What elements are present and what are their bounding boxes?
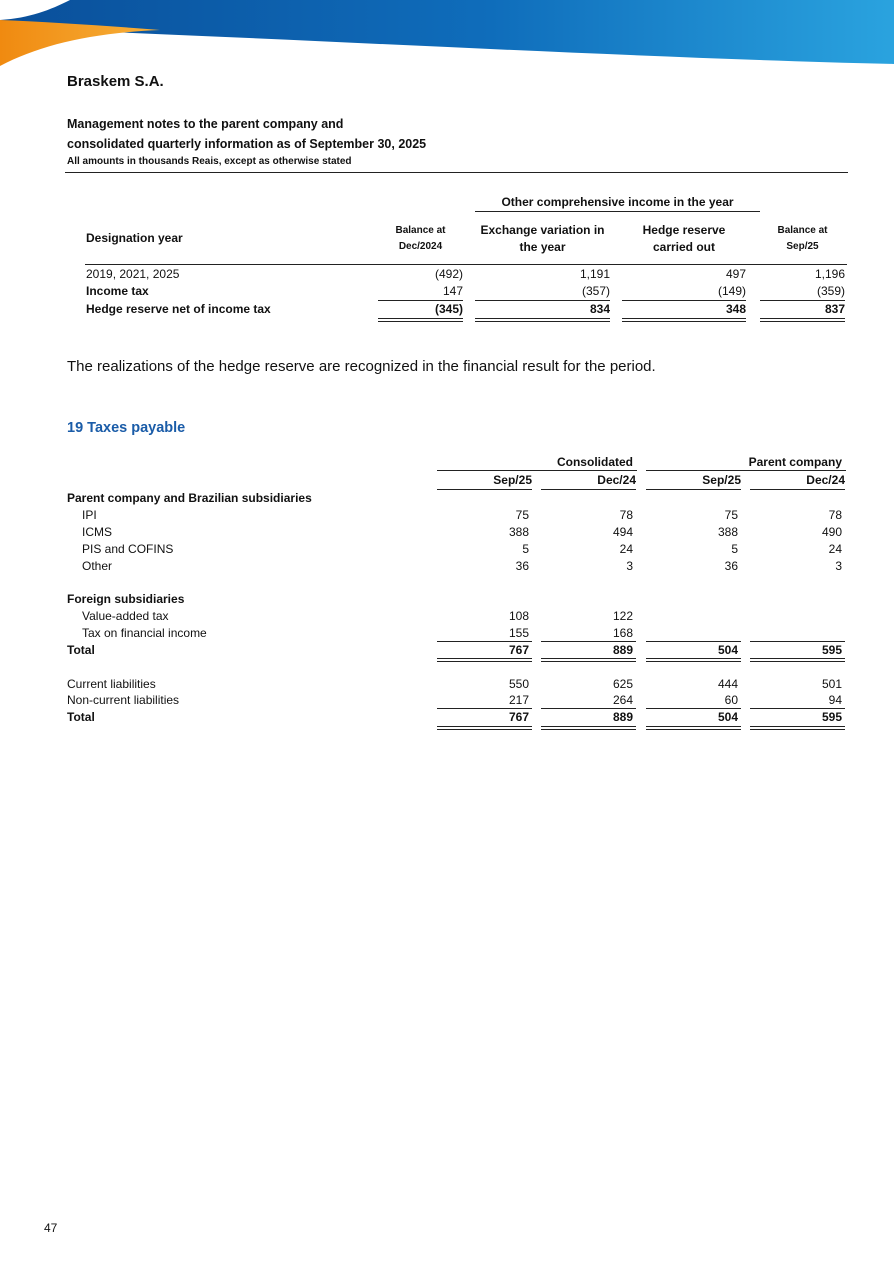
subtotal-rule xyxy=(750,708,845,709)
group-rule xyxy=(646,470,846,471)
tax-cell: 494 xyxy=(612,525,633,539)
col-balance-dec: Balance at Dec/2024 xyxy=(395,225,446,252)
tax-cell: 155 xyxy=(508,626,529,640)
hedge-row-exchange: 1,191 xyxy=(579,267,610,281)
total-cell: 889 xyxy=(612,710,633,724)
hedge-row-exchange: 834 xyxy=(589,302,610,316)
tax-cell: 24 xyxy=(619,542,633,556)
header-bottom-rule xyxy=(85,264,847,265)
total-double-rule xyxy=(760,318,845,322)
subtotal-rule xyxy=(475,300,610,301)
total-cell: 767 xyxy=(508,710,529,724)
col-balance-sep: Balance at Sep/25 xyxy=(777,225,828,252)
subtotal-rule xyxy=(437,641,532,642)
tax-cell: 388 xyxy=(508,525,529,539)
hedge-paragraph: The realizations of the hedge reserve are recognized in the financial result for the period. xyxy=(67,358,656,375)
header-banner xyxy=(0,0,894,70)
subtotal-rule xyxy=(622,300,746,301)
tax-cell: 264 xyxy=(612,693,633,707)
col-hedge-reserve: Hedge reserve carried out xyxy=(642,223,726,254)
subtotal-rule xyxy=(541,641,636,642)
total-cell: 504 xyxy=(717,710,738,724)
tax-cell: 75 xyxy=(724,508,738,522)
tax-row-label: Non-current liabilities xyxy=(67,693,180,707)
tax-cell: 5 xyxy=(522,542,529,556)
tax-cell: 490 xyxy=(821,525,842,539)
col-rule xyxy=(750,489,845,490)
hedge-row-bal-sep: (359) xyxy=(816,284,845,298)
col-sep: Sep/25 xyxy=(702,473,741,487)
total-cell: 504 xyxy=(717,643,738,657)
group-parent-company: Parent company xyxy=(748,455,842,469)
tax-cell: 388 xyxy=(717,525,738,539)
total-cell: 595 xyxy=(821,643,842,657)
col-rule xyxy=(437,489,532,490)
subtotal-rule xyxy=(646,641,741,642)
col-designation-year: Designation year xyxy=(86,231,183,245)
hedge-row-label: Income tax xyxy=(86,284,149,298)
total-double-rule xyxy=(378,318,463,322)
tax-cell: 168 xyxy=(612,626,633,640)
tax-row-label: IPI xyxy=(82,508,97,522)
subtotal-rule xyxy=(437,708,532,709)
total-double-rule xyxy=(541,726,636,730)
tax-cell: 122 xyxy=(612,609,633,623)
tax-cell: 501 xyxy=(821,677,842,691)
group-header-oci: Other comprehensive income in the year xyxy=(501,195,734,209)
total-double-rule xyxy=(475,318,610,322)
hedge-row-bal-dec: (492) xyxy=(434,267,463,281)
tax-cell: 78 xyxy=(619,508,633,522)
hedge-row-label: Hedge reserve net of income tax xyxy=(86,302,271,316)
hedge-row-bal-dec: (345) xyxy=(434,302,463,316)
col-rule xyxy=(646,489,741,490)
total-label: Total xyxy=(67,643,95,657)
tax-row-label: Current liabilities xyxy=(67,677,156,691)
total-cell: 889 xyxy=(612,643,633,657)
total-double-rule xyxy=(541,658,636,662)
tax-cell: 36 xyxy=(515,559,529,573)
group-rule xyxy=(437,470,637,471)
hedge-row-bal-sep: 1,196 xyxy=(814,267,845,281)
notes-title-line2: consolidated quarterly information as of September 30, 2025 xyxy=(67,137,427,151)
group-title: Foreign subsidiaries xyxy=(67,592,185,606)
subtotal-rule xyxy=(541,708,636,709)
total-label: Total xyxy=(67,710,95,724)
hedge-row-hedge: (149) xyxy=(717,284,746,298)
tax-cell: 217 xyxy=(508,693,529,707)
hedge-row-hedge: 497 xyxy=(725,267,746,281)
hedge-row-label: 2019, 2021, 2025 xyxy=(86,267,180,281)
subtotal-rule xyxy=(750,641,845,642)
col-rule xyxy=(541,489,636,490)
group-header-rule xyxy=(475,211,760,212)
hedge-row-bal-dec: 147 xyxy=(442,284,463,298)
total-double-rule xyxy=(646,658,741,662)
tax-row-label: Tax on financial income xyxy=(82,626,207,640)
subtotal-rule xyxy=(760,300,845,301)
group-consolidated: Consolidated xyxy=(556,455,633,469)
tax-cell: 60 xyxy=(724,693,738,707)
tax-row-label: Other xyxy=(82,559,113,573)
total-cell: 595 xyxy=(821,710,842,724)
notes-title-line1: Management notes to the parent company and xyxy=(67,117,344,131)
total-cell: 767 xyxy=(508,643,529,657)
page-number: 47 xyxy=(44,1221,58,1235)
tax-cell: 550 xyxy=(508,677,529,691)
subtotal-rule xyxy=(646,708,741,709)
tax-cell: 5 xyxy=(731,542,738,556)
col-dec: Dec/24 xyxy=(806,473,845,487)
total-double-rule xyxy=(750,726,845,730)
company-name: Braskem S.A. xyxy=(67,73,164,90)
col-exchange-variation: Exchange variation in the year xyxy=(480,223,605,254)
tax-cell: 3 xyxy=(626,559,633,573)
section-title-taxes-payable: 19 Taxes payable xyxy=(67,420,186,436)
total-double-rule xyxy=(622,318,746,322)
subtotal-rule xyxy=(378,300,463,301)
total-double-rule xyxy=(750,658,845,662)
tax-row-label: PIS and COFINS xyxy=(82,542,174,556)
header-rule xyxy=(65,172,848,173)
tax-cell: 24 xyxy=(828,542,842,556)
total-double-rule xyxy=(437,658,532,662)
col-dec: Dec/24 xyxy=(597,473,636,487)
amounts-note: All amounts in thousands Reais, except as otherwise stated xyxy=(67,156,352,167)
hedge-row-bal-sep: 837 xyxy=(824,302,845,316)
tax-cell: 444 xyxy=(717,677,738,691)
hedge-row-hedge: 348 xyxy=(725,302,746,316)
tax-cell: 75 xyxy=(515,508,529,522)
total-double-rule xyxy=(646,726,741,730)
tax-cell: 78 xyxy=(828,508,842,522)
col-sep: Sep/25 xyxy=(493,473,532,487)
tax-row-label: ICMS xyxy=(82,525,112,539)
tax-cell: 3 xyxy=(835,559,842,573)
group-title: Parent company and Brazilian subsidiaries xyxy=(67,491,312,505)
tax-cell: 625 xyxy=(612,677,633,691)
tax-cell: 94 xyxy=(828,693,842,707)
total-double-rule xyxy=(437,726,532,730)
hedge-row-exchange: (357) xyxy=(581,284,610,298)
tax-cell: 108 xyxy=(508,609,529,623)
tax-cell: 36 xyxy=(724,559,738,573)
tax-row-label: Value-added tax xyxy=(82,609,169,623)
